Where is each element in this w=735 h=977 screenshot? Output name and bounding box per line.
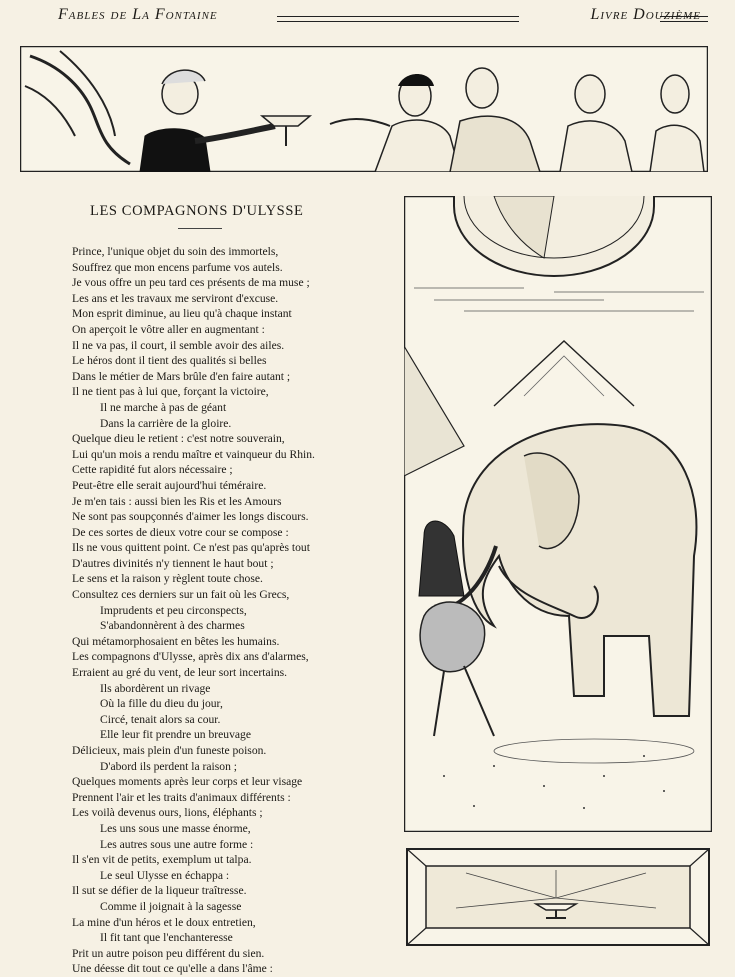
verse-line: Souffrez que mon encens parfume vos autels.	[72, 260, 283, 274]
header-ornament-rule	[277, 16, 519, 22]
title-ornament	[178, 228, 222, 229]
verse-line: Où la fille du dieu du jour,	[100, 697, 223, 711]
verse-line: De ces sortes de dieux votre cour se compose :	[72, 525, 289, 539]
verse-line: Peut-être elle serait aujourd'hui téméraire.	[72, 478, 267, 492]
verse-line: Les voilà devenus ours, lions, éléphants ;	[72, 806, 263, 820]
running-header	[0, 0, 735, 34]
verse-line: Consultez ces derniers sur un fait où les Grecs,	[72, 588, 290, 602]
verse-line: Il sut se défier de la liqueur traîtresse.	[72, 884, 247, 898]
verse-line: Ils ne vous quittent point. Ce n'est pas qu'après tout	[72, 541, 310, 555]
verse-line: Dans la carrière de la gloire.	[100, 416, 232, 430]
verse-line: Le héros dont il tient des qualités si belles	[72, 354, 267, 368]
verse-line: Les uns sous une masse énorme,	[100, 821, 251, 835]
verse-line: Il fit tant que l'enchanteresse	[100, 931, 233, 945]
verse-line: Il ne marche à pas de géant	[100, 400, 227, 414]
fable-title: LES COMPAGNONS D'ULYSSE	[90, 203, 304, 219]
verse-line: S'abandonnèrent à des charmes	[100, 619, 245, 633]
top-illustration	[20, 46, 708, 172]
verse-line: Délicieux, mais plein d'un funeste poison.	[72, 744, 267, 757]
verse-line: Lui qu'un mois a rendu maître et vainqueur du Rhin.	[72, 447, 315, 461]
verse-line: Les autres sous une autre forme :	[100, 837, 254, 851]
header-book-title: Fables de La Fontaine	[58, 6, 218, 23]
verse-line: Mon esprit diminue, au lieu qu'à chaque instant	[72, 307, 292, 321]
verse-line: Une déesse dit tout ce qu'elle a dans l'âme :	[72, 962, 273, 976]
side-illustration	[404, 196, 712, 832]
verse-line: Prit un autre poison peu différent du sien.	[72, 946, 265, 960]
verse-line: Il s'en vit de petits, exemplum ut talpa.	[72, 853, 252, 867]
verse-line: Erraient au gré du vent, de leur sort incertains.	[72, 666, 288, 680]
verse-line: Les ans et les travaux me serviront d'excuse.	[72, 291, 279, 305]
verse-line: Imprudents et peu circonspects,	[100, 603, 247, 617]
verse-line: On aperçoit le vôtre aller en augmentant :	[72, 322, 265, 336]
verse-line: Quelques moments après leur corps et leur visage	[72, 775, 303, 789]
verse-line: D'autres divinités n'y tiennent le haut bout ;	[72, 556, 274, 570]
verse-line: Cette rapidité fut alors nécessaire ;	[72, 463, 233, 477]
verse-line: Prince, l'unique objet du soin des immortels,	[72, 245, 279, 258]
verse-line: La mine d'un héros et le doux entretien,	[72, 915, 256, 929]
verse-line: Prennent l'air et les traits d'animaux différents :	[72, 790, 291, 804]
verse-line: Ils abordèrent un rivage	[100, 681, 211, 695]
verse-line: Les compagnons d'Ulysse, après dix ans d'alarmes,	[72, 650, 309, 664]
verse-line: Je m'en tais : aussi bien les Ris et les Amours	[72, 494, 282, 508]
verse-line: D'abord ils perdent la raison ;	[100, 759, 237, 773]
fable-text	[72, 244, 402, 977]
verse-line: Quelque dieu le retient : c'est notre souverain,	[72, 432, 285, 446]
header-chapter-title: Livre Douzième	[590, 6, 701, 23]
verse-line: Comme il joignait à la sagesse	[100, 899, 242, 913]
verse-line: Circé, tenait alors sa cour.	[100, 712, 221, 726]
verse-line: Je vous offre un peu tard ces présents de ma muse ;	[72, 276, 310, 290]
verse-line: Ne sont pas soupçonnés d'aimer les longs discours.	[72, 510, 309, 524]
verse-line: Il ne va pas, il court, il semble avoir des ailes.	[72, 338, 285, 352]
verse-line: Le seul Ulysse en échappa :	[100, 868, 230, 882]
verse-line: Le sens et la raison y règlent toute chose.	[72, 572, 263, 586]
verse-line: Elle leur fit prendre un breuvage	[100, 728, 251, 742]
verse-line: Qui métamorphosaient en bêtes les humains.	[72, 634, 280, 648]
verse-line: Il ne tient pas à lui que, forçant la victoire,	[72, 385, 269, 399]
verse-line: Dans le métier de Mars brûle d'en faire autant ;	[72, 369, 291, 383]
bottom-illustration	[406, 848, 710, 946]
